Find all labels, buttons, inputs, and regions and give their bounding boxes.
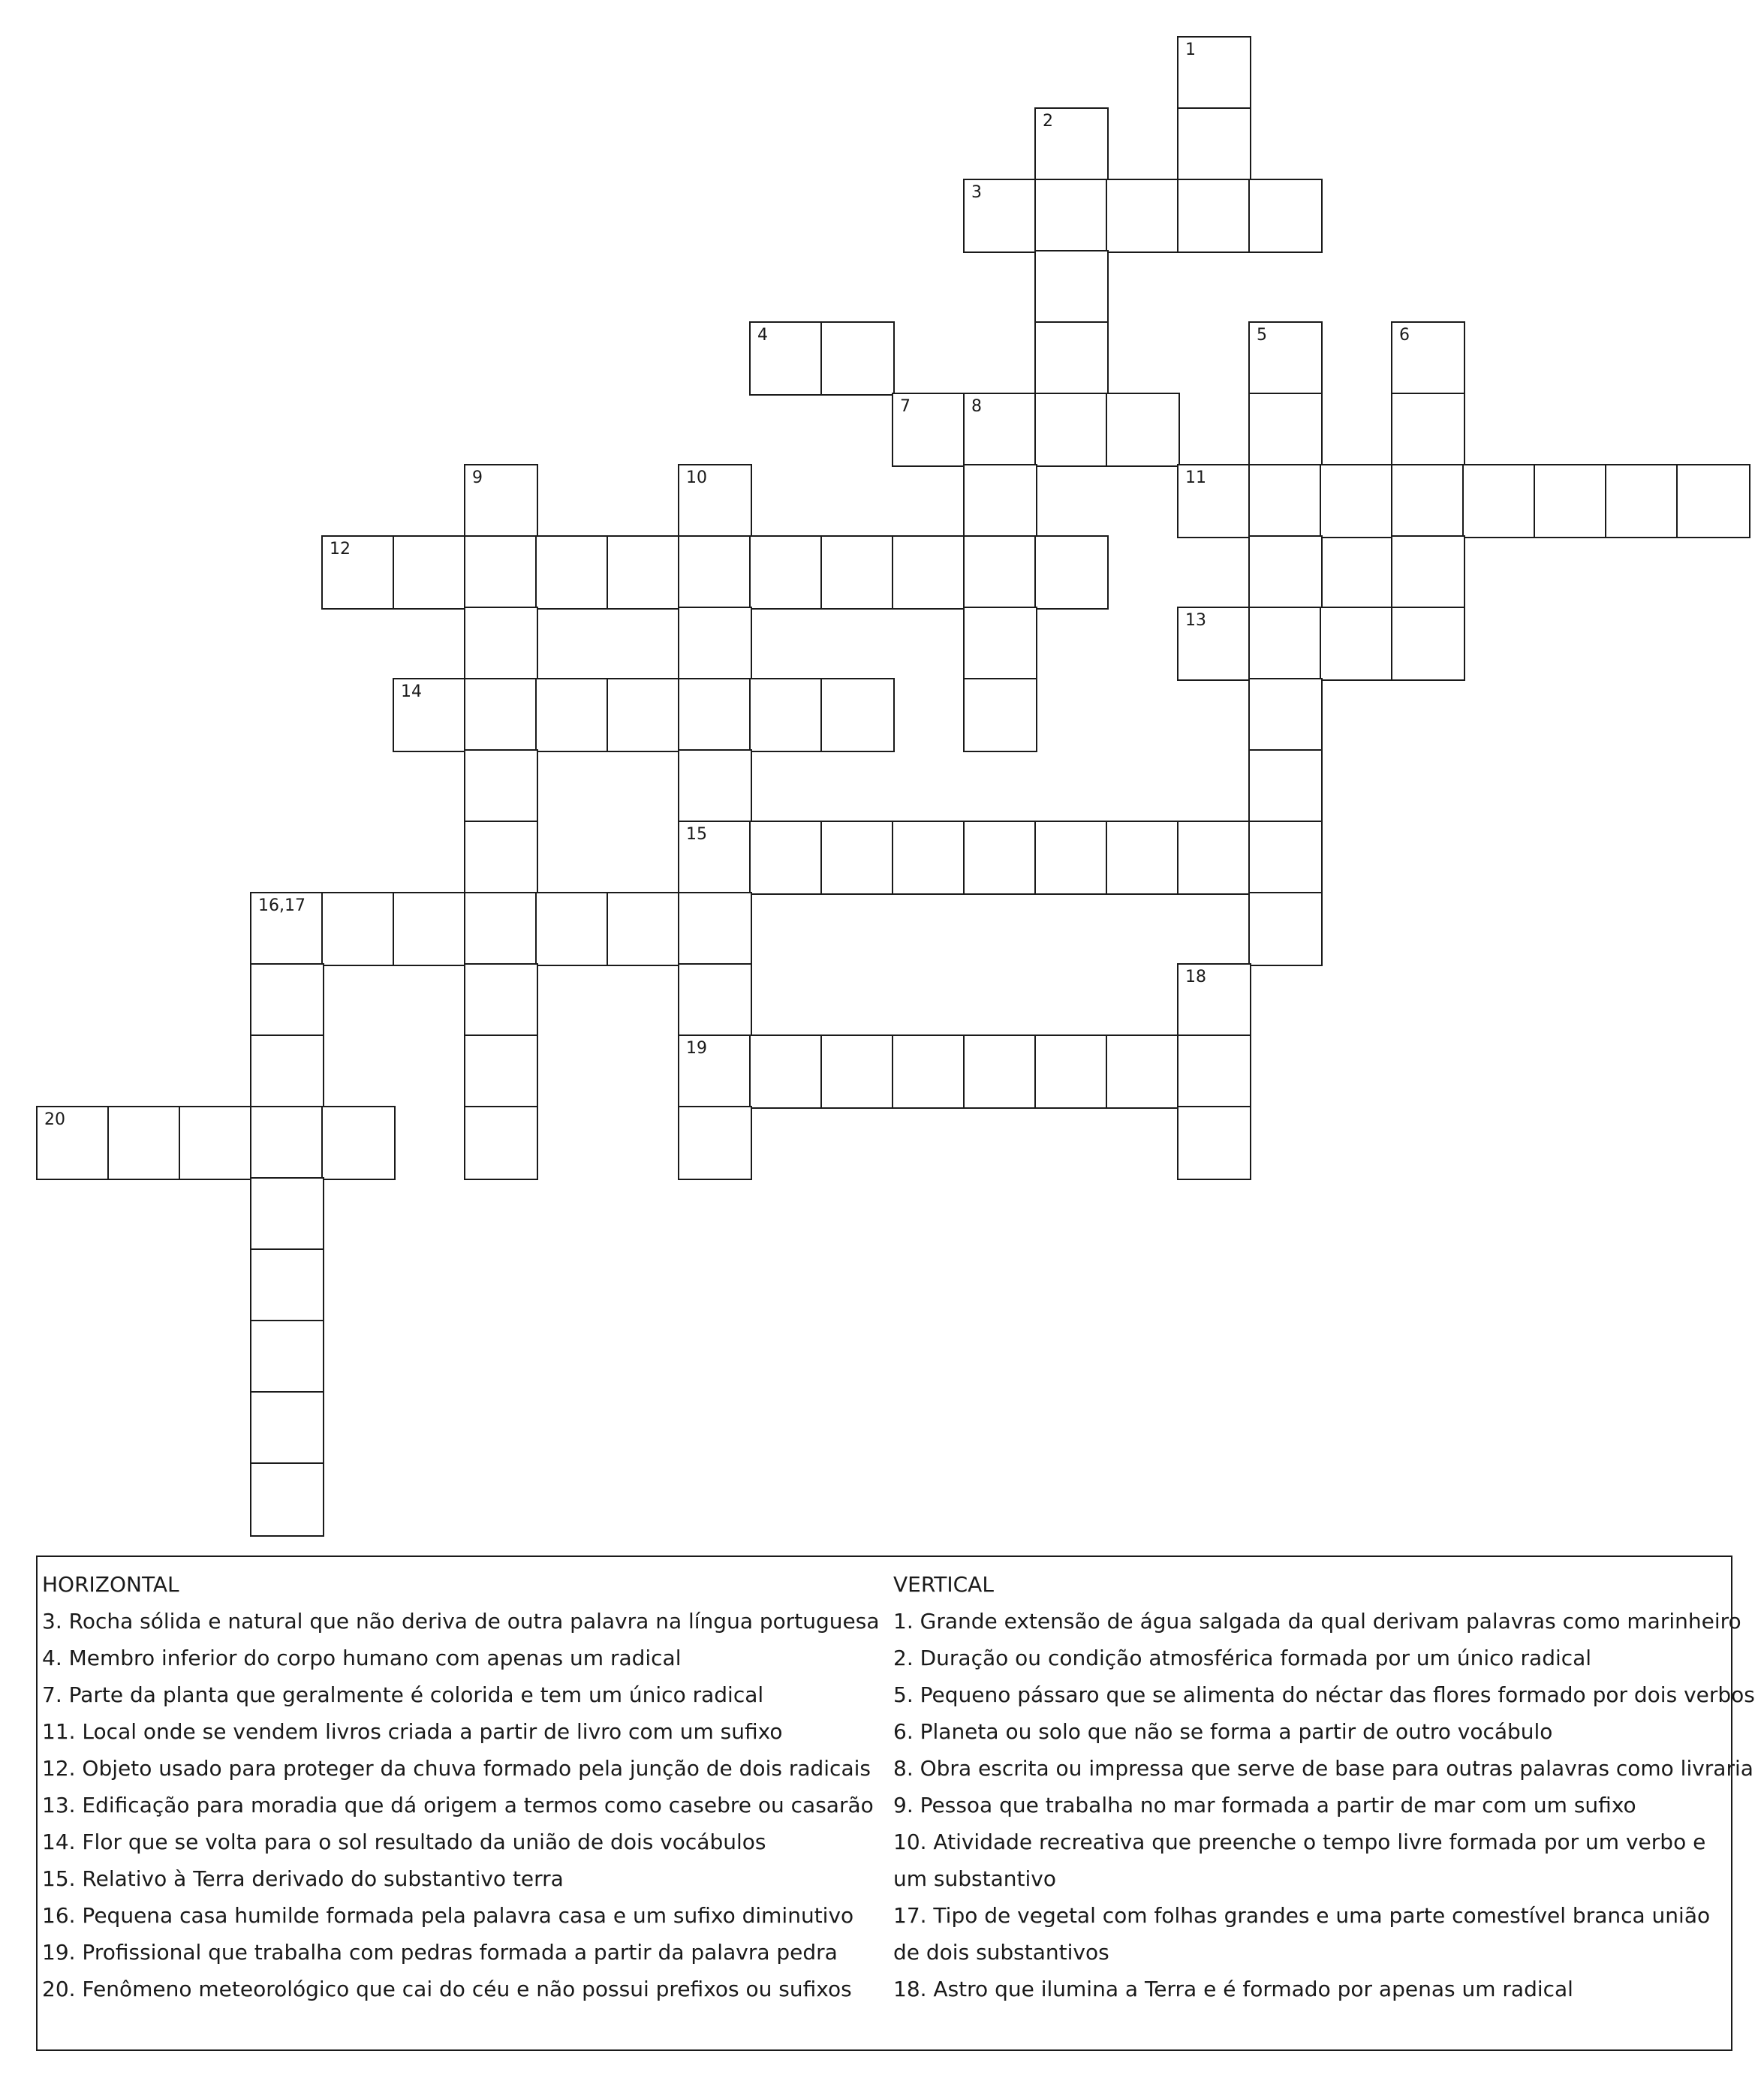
grid-cell[interactable] bbox=[535, 535, 610, 610]
cell-number: 13 bbox=[1185, 611, 1206, 630]
grid-cell[interactable] bbox=[1248, 179, 1323, 253]
grid-cell[interactable] bbox=[1034, 321, 1109, 396]
down-clue-8: 8. Obra escrita ou impressa que serve de base para outras palavras como livraria bbox=[893, 1756, 1753, 1781]
across-clue-19: 19. Profissional que trabalha com pedras formada a partir da palavra pedra bbox=[42, 1940, 838, 1965]
grid-cell[interactable] bbox=[1248, 607, 1323, 681]
cell-number: 9 bbox=[472, 468, 483, 487]
grid-cell[interactable] bbox=[250, 1106, 324, 1180]
grid-cell[interactable] bbox=[1676, 464, 1750, 538]
down-clue-2: 2. Duração ou condição atmosférica formada por um único radical bbox=[893, 1646, 1592, 1670]
down-clue-1: 1. Grande extensão de água salgada da qual derivam palavras como marinheiro bbox=[893, 1609, 1741, 1634]
grid-cell[interactable] bbox=[1034, 179, 1109, 253]
grid-cell[interactable] bbox=[820, 535, 895, 610]
across-clue-14: 14. Flor que se volta para o sol resultado da união de dois vocábulos bbox=[42, 1830, 766, 1854]
cell-number: 19 bbox=[686, 1039, 707, 1058]
grid-cell[interactable] bbox=[1177, 179, 1251, 253]
grid-cell[interactable] bbox=[464, 678, 538, 752]
grid-cell[interactable] bbox=[820, 1034, 895, 1109]
grid-cell[interactable] bbox=[321, 1106, 396, 1180]
grid-cell[interactable] bbox=[678, 1034, 752, 1109]
down-clue-9: 9. Pessoa que trabalha no mar formada a partir de mar com um sufixo bbox=[893, 1793, 1636, 1817]
grid-cell[interactable] bbox=[250, 1034, 324, 1109]
cell-number: 2 bbox=[1043, 112, 1053, 131]
grid-cell[interactable] bbox=[321, 535, 396, 610]
grid-cell[interactable] bbox=[250, 1177, 324, 1251]
grid-cell[interactable] bbox=[250, 1462, 324, 1537]
grid-cell[interactable] bbox=[749, 535, 823, 610]
grid-cell[interactable] bbox=[607, 678, 681, 752]
across-clue-20: 20. Fenômeno meteorológico que cai do céu e não possui prefixos ou sufixos bbox=[42, 1977, 852, 2001]
grid-cell[interactable] bbox=[1106, 393, 1180, 467]
grid-cell[interactable] bbox=[1177, 464, 1251, 538]
grid-cell[interactable] bbox=[1177, 821, 1251, 895]
grid-cell[interactable] bbox=[607, 892, 681, 966]
grid-cell[interactable] bbox=[820, 678, 895, 752]
grid-cell[interactable] bbox=[892, 393, 966, 467]
grid-cell[interactable] bbox=[1391, 607, 1465, 681]
grid-cell[interactable] bbox=[464, 535, 538, 610]
grid-cell[interactable] bbox=[678, 749, 752, 824]
cell-number: 16,17 bbox=[258, 896, 306, 915]
cell-number: 11 bbox=[1185, 468, 1206, 487]
grid-cell[interactable] bbox=[1034, 393, 1109, 467]
grid-cell[interactable] bbox=[393, 678, 467, 752]
grid-cell[interactable] bbox=[1248, 321, 1323, 396]
grid-cell[interactable] bbox=[1177, 1106, 1251, 1180]
grid-cell[interactable] bbox=[678, 535, 752, 610]
across-clue-12: 12. Objeto usado para proteger da chuva formado pela junção de dois radicais bbox=[42, 1756, 871, 1781]
across-heading: HORIZONTAL bbox=[42, 1572, 179, 1597]
across-clue-3: 3. Rocha sólida e natural que não deriva de outra palavra na língua portuguesa bbox=[42, 1609, 880, 1634]
grid-cell[interactable] bbox=[1248, 464, 1323, 538]
grid-cell[interactable] bbox=[1248, 678, 1323, 752]
grid-cell[interactable] bbox=[464, 1034, 538, 1109]
grid-cell[interactable] bbox=[820, 821, 895, 895]
grid-cell[interactable] bbox=[179, 1106, 253, 1180]
grid-cell[interactable] bbox=[1034, 250, 1109, 324]
grid-cell[interactable] bbox=[892, 535, 966, 610]
grid-cell[interactable] bbox=[1177, 107, 1251, 182]
grid-cell[interactable] bbox=[749, 1034, 823, 1109]
down-clue-18: 18. Astro que ilumina a Terra e é formado por apenas um radical bbox=[893, 1977, 1573, 2001]
grid-cell[interactable] bbox=[963, 393, 1037, 467]
grid-cell[interactable] bbox=[1320, 607, 1394, 681]
cell-number: 20 bbox=[44, 1110, 65, 1129]
grid-cell[interactable] bbox=[1034, 535, 1109, 610]
grid-cell[interactable] bbox=[464, 821, 538, 895]
grid-cell[interactable] bbox=[1106, 821, 1180, 895]
grid-cell[interactable] bbox=[963, 535, 1037, 610]
grid-cell[interactable] bbox=[1391, 535, 1465, 610]
clue-box bbox=[36, 1555, 1755, 2051]
grid-cell[interactable] bbox=[464, 464, 538, 538]
cell-number: 5 bbox=[1257, 326, 1267, 345]
grid-cell[interactable] bbox=[36, 1106, 110, 1180]
grid-cell[interactable] bbox=[749, 821, 823, 895]
grid-cell[interactable] bbox=[1391, 464, 1465, 538]
grid-cell[interactable] bbox=[1106, 1034, 1180, 1109]
across-clue-11: 11. Local onde se vendem livros criada a partir de livro com um sufixo bbox=[42, 1719, 783, 1744]
grid-cell[interactable] bbox=[1177, 963, 1251, 1037]
grid-cell[interactable] bbox=[678, 464, 752, 538]
across-clue-15: 15. Relativo à Terra derivado do substantivo terra bbox=[42, 1866, 564, 1891]
grid-cell[interactable] bbox=[250, 963, 324, 1037]
down-clues bbox=[893, 1566, 1755, 2007]
grid-cell[interactable] bbox=[607, 535, 681, 610]
cell-number: 4 bbox=[757, 326, 768, 345]
grid-cell[interactable] bbox=[107, 1106, 182, 1180]
grid-cell[interactable] bbox=[250, 1320, 324, 1394]
grid-cell[interactable] bbox=[1248, 749, 1323, 824]
grid-cell[interactable] bbox=[1177, 36, 1251, 110]
grid-cell[interactable] bbox=[1106, 179, 1180, 253]
grid-cell[interactable] bbox=[678, 607, 752, 681]
cell-number: 10 bbox=[686, 468, 707, 487]
grid-cell[interactable] bbox=[749, 678, 823, 752]
grid-cell[interactable] bbox=[749, 321, 823, 396]
grid-cell[interactable] bbox=[963, 1034, 1037, 1109]
cell-number: 8 bbox=[971, 397, 982, 416]
down-clue-5: 5. Pequeno pássaro que se alimenta do néctar das flores formado por dois verbos bbox=[893, 1682, 1755, 1707]
across-clues bbox=[42, 1566, 883, 2007]
grid-cell[interactable] bbox=[393, 535, 467, 610]
down-heading: VERTICAL bbox=[893, 1572, 994, 1597]
grid-cell[interactable] bbox=[1391, 393, 1465, 467]
grid-cell[interactable] bbox=[892, 821, 966, 895]
cell-number: 18 bbox=[1185, 968, 1206, 986]
down-clue-17: 17. Tipo de vegetal com folhas grandes e uma parte comestível branca união de dois substantivos bbox=[893, 1903, 1711, 1965]
cell-number: 6 bbox=[1399, 326, 1410, 345]
grid-cell[interactable] bbox=[464, 963, 538, 1037]
grid-cell[interactable] bbox=[820, 321, 895, 396]
grid-cell[interactable] bbox=[1320, 464, 1394, 538]
grid-cell[interactable] bbox=[393, 892, 467, 966]
grid-cell[interactable] bbox=[963, 678, 1037, 752]
grid-cell[interactable] bbox=[464, 749, 538, 824]
grid-cell[interactable] bbox=[1034, 107, 1109, 182]
grid-cell[interactable] bbox=[1248, 892, 1323, 966]
grid-cell[interactable] bbox=[1248, 821, 1323, 895]
grid-cell[interactable] bbox=[1177, 607, 1251, 681]
grid-cell[interactable] bbox=[464, 1106, 538, 1180]
grid-cell[interactable] bbox=[1462, 464, 1537, 538]
grid-cell[interactable] bbox=[963, 464, 1037, 538]
across-clue-16: 16. Pequena casa humilde formada pela palavra casa e um sufixo diminutivo bbox=[42, 1903, 854, 1928]
grid-cell[interactable] bbox=[321, 892, 396, 966]
grid-cell[interactable] bbox=[1034, 821, 1109, 895]
grid-cell[interactable] bbox=[250, 1391, 324, 1465]
grid-cell[interactable] bbox=[250, 1248, 324, 1323]
across-clue-7: 7. Parte da planta que geralmente é colorida e tem um único radical bbox=[42, 1682, 764, 1707]
grid-cell[interactable] bbox=[892, 1034, 966, 1109]
grid-cell[interactable] bbox=[250, 892, 324, 966]
across-clue-4: 4. Membro inferior do corpo humano com apenas um radical bbox=[42, 1646, 682, 1670]
grid-cell[interactable] bbox=[678, 678, 752, 752]
down-clue-10: 10. Atividade recreativa que preenche o tempo livre formada por um verbo e um substantivo bbox=[893, 1830, 1706, 1891]
cell-number: 3 bbox=[971, 183, 982, 202]
grid-cell[interactable] bbox=[1034, 1034, 1109, 1109]
cell-number: 1 bbox=[1185, 41, 1196, 59]
grid-cell[interactable] bbox=[464, 892, 538, 966]
grid-cell[interactable] bbox=[464, 607, 538, 681]
grid-cell[interactable] bbox=[963, 607, 1037, 681]
grid-cell[interactable] bbox=[678, 821, 752, 895]
cell-number: 15 bbox=[686, 825, 707, 844]
grid-cell[interactable] bbox=[963, 821, 1037, 895]
down-clue-6: 6. Planeta ou solo que não se forma a partir de outro vocábulo bbox=[893, 1719, 1553, 1744]
grid-cell[interactable] bbox=[1391, 321, 1465, 396]
cell-number: 14 bbox=[401, 682, 422, 701]
cell-number: 7 bbox=[900, 397, 911, 416]
grid-cell[interactable] bbox=[1248, 393, 1323, 467]
across-clue-13: 13. Edificação para moradia que dá origem a termos como casebre ou casarão bbox=[42, 1793, 874, 1817]
grid-cell[interactable] bbox=[1534, 464, 1608, 538]
cell-number: 12 bbox=[330, 540, 351, 559]
grid-cell[interactable] bbox=[535, 892, 610, 966]
grid-cell[interactable] bbox=[1248, 535, 1323, 610]
grid-cell[interactable] bbox=[1605, 464, 1679, 538]
grid-cell[interactable] bbox=[963, 179, 1037, 253]
grid-cell[interactable] bbox=[678, 1106, 752, 1180]
grid-cell[interactable] bbox=[678, 892, 752, 966]
grid-cell[interactable] bbox=[1177, 1034, 1251, 1109]
grid-cell[interactable] bbox=[678, 963, 752, 1037]
grid-cell[interactable] bbox=[535, 678, 610, 752]
